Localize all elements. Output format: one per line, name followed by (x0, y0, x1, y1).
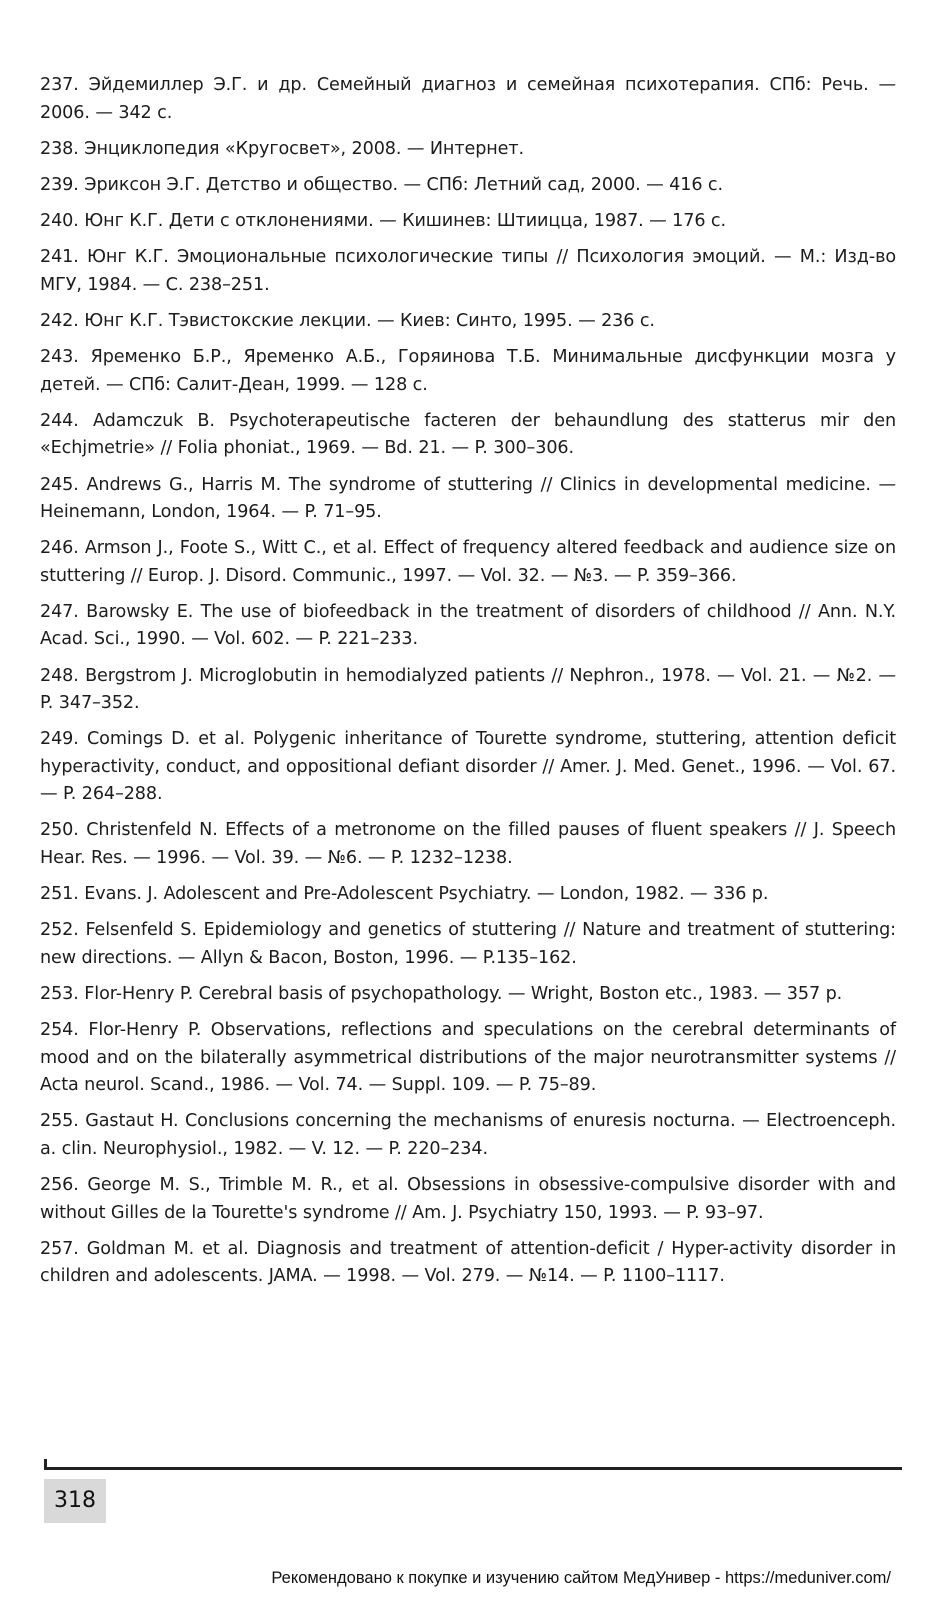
reference-item: 255. Gastaut H. Conclusions concerning the mechanisms of enuresis nocturna. — Electroenceph. a. clin. Neurophysiol., 1982. — V. 12. — P. 220–234. (40, 1111, 896, 1159)
page-number: 318 (44, 1479, 106, 1523)
reference-item: 257. Goldman M. et al. Diagnosis and treatment of attention-deficit / Hyper-activity disorder in children and adolescents. JAMA. — 1998. — Vol. 279. — №14. — P. 1100–1117. (40, 1238, 896, 1287)
reference-item: 237. Эйдемиллер Э.Г. и др. Семейный диагноз и семейная психотерапия. СПб: Речь. — 2006. — 342 с. (40, 75, 896, 123)
reference-item: 250. Christenfeld N. Effects of a metronome on the filled pauses of fluent speakers // J. Speech Hear. Res. — 1996. — Vol. 39. — №6. — P. 1232–1238. (40, 820, 896, 868)
reference-item: 251. Evans. J. Adolescent and Pre-Adolescent Psychiatry. — London, 1982. — 336 p. (40, 884, 769, 905)
reference-list (40, 72, 896, 1299)
reference-item: 248. Bergstrom J. Microglobutin in hemodialyzed patients // Nephron., 1978. — Vol. 21. — №2. — P. 347–352. (40, 665, 896, 714)
reference-item: 243. Яременко Б.Р., Яременко А.Б., Горяинова Т.Б. Минимальные дисфункции мозга у детей. — СПб: Салит-Деан, 1999. — 128 с. (40, 347, 896, 395)
reference-item: 256. George M. S., Trimble M. R., et al. Obsessions in obsessive-compulsive disorder with and without Gilles de la Tourette's syndrome // Am. J. Psychiatry 150, 1993. — P. 93–97. (40, 1175, 896, 1223)
reference-item: 242. Юнг К.Г. Тэвистокские лекции. — Киев: Синто, 1995. — 236 с. (40, 310, 655, 331)
reference-item: 245. Andrews G., Harris M. The syndrome of stuttering // Clinics in developmental medicine. — Heinemann, London, 1964. — P. 71–95. (40, 474, 896, 522)
reference-item: 252. Felsenfeld S. Epidemiology and genetics of stuttering // Nature and treatment of stuttering: new directions. — Allyn & Bacon, Boston, 1996. — P.135–162. (40, 920, 896, 968)
reference-item: 247. Barowsky E. The use of biofeedback in the treatment of disorders of childhood // Ann. N.Y. Acad. Sci., 1990. — Vol. 602. — P. 221–233. (40, 601, 896, 650)
footer-rule (44, 1467, 902, 1470)
reference-item: 254. Flor-Henry P. Observations, reflections and speculations on the cerebral determinants of mood and on the bilaterally asymmetrical distributions of the major neurotransmitter systems // Acta neurol. Scand., 1986. — Vol. 74. — Suppl. 109. — P. 75–89. (40, 1020, 896, 1096)
reference-item: 246. Armson J., Foote S., Witt C., et al. Effect of frequency altered feedback and audience size on stuttering // Europ. J. Disord. Communic., 1997. — Vol. 32. — №3. — P. 359–366. (40, 538, 896, 586)
reference-item: 238. Энциклопедия «Кругосвет», 2008. — Интернет. (40, 138, 525, 159)
reference-item: 244. Adamczuk B. Psychoterapeutische facteren der behaundlung des statterus mir den «Echjmetrie» // Folia phoniat., 1969. — Bd. 21. — P. 300–306. (40, 410, 896, 459)
reference-item: 249. Comings D. et al. Polygenic inheritance of Tourette syndrome, stuttering, attention deficit hyperactivity, conduct, and oppositional defiant disorder // Amer. J. Med. Genet., 1996. — Vol. 67. — P. 264–288. (40, 729, 896, 805)
reference-item: 240. Юнг К.Г. Дети с отклонениями. — Кишинев: Штиицца, 1987. — 176 с. (40, 211, 726, 232)
watermark-text: Рекомендовано к покупке и изучению сайтом МедУнивер - https://meduniver.com/ (271, 1569, 891, 1587)
reference-item: 253. Flor-Henry P. Cerebral basis of psychopathology. — Wright, Boston etc., 1983. — 357 p. (40, 984, 843, 1004)
reference-item: 239. Эриксон Э.Г. Детство и общество. — СПб: Летний сад, 2000. — 416 с. (40, 174, 723, 195)
reference-item: 241. Юнг К.Г. Эмоциональные психологические типы // Психология эмоций. — М.: Изд-во МГУ, 1984. — С. 238–251. (40, 247, 896, 295)
